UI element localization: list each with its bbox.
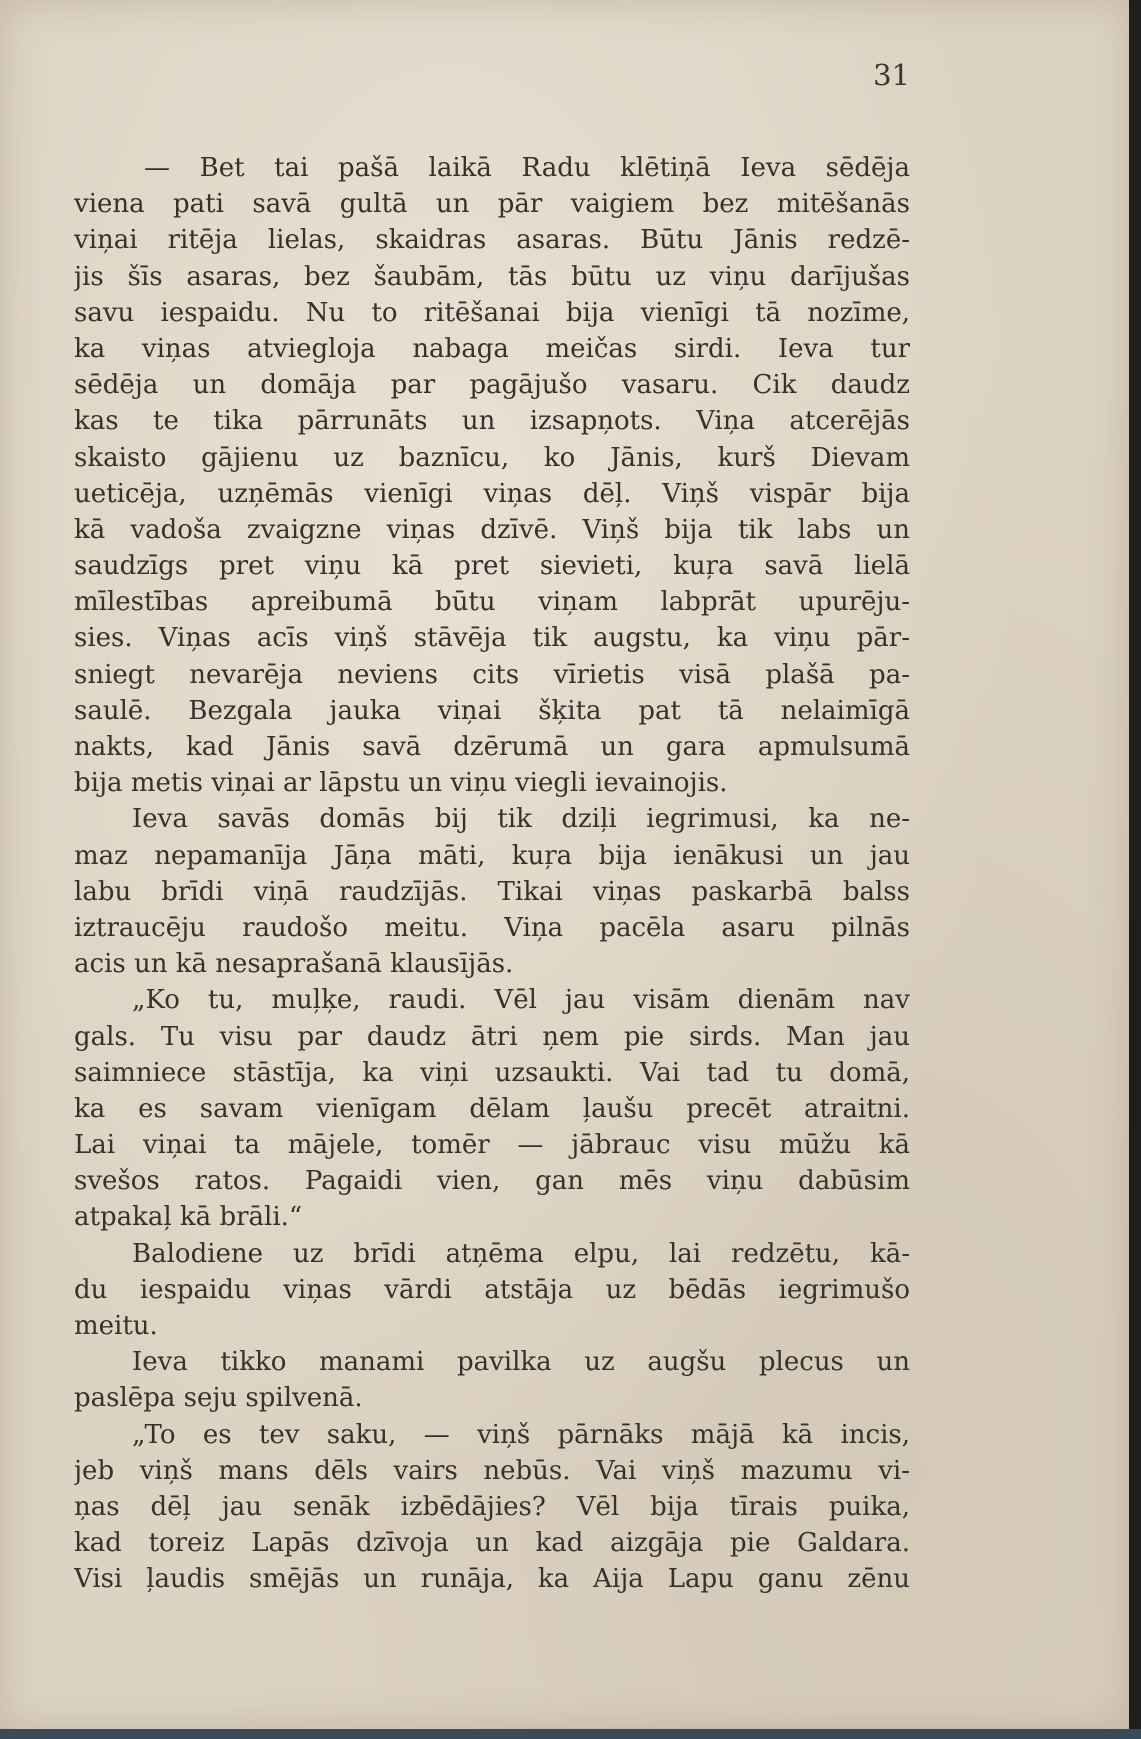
text-line: iztraucēju raudošo meitu. Viņa pacēla asaru pilnās [74,912,910,943]
page-number: 31 [873,58,910,92]
text-line: ueticēja, uzņēmās vienīgi viņas dēļ. Viņš vispār bija [74,478,910,509]
text-line: sēdēja un domāja par pagājušo vasaru. Cik daudz [74,370,910,401]
body-text [74,150,910,1598]
text-line: Visi ļaudis smējās un runāja, ka Aija Lapu ganu zēnu [74,1564,910,1595]
text-line: — Bet tai pašā laikā Radu klētiņā Ieva sēdēja [144,153,910,183]
text-line: kā vadoša zvaigzne viņas dzīvē. Viņš bija tik labs un [74,514,910,545]
text-line: labu brīdi viņā raudzījās. Tikai viņas paskarbā balss [74,876,910,907]
text-line: gals. Tu visu par daudz ātri ņem pie sirds. Man jau [74,1021,910,1052]
text-line: saudzīgs pret viņu kā pret sievieti, kuŗa savā lielā [74,551,910,582]
text-line: viena pati savā gultā un pār vaigiem bez mitēšanās [74,189,910,220]
scan-edge-bottom [0,1729,1141,1739]
text-line: saulē. Bezgala jauka viņai šķita pat tā nelaimīgā [74,695,910,726]
text-line: sies. Viņas acīs viņš stāvēja tik augstu, ka viņu pār- [74,623,910,654]
text-line: Lai viņai ta mājele, tomēr — jābrauc visu mūžu kā [74,1130,910,1161]
scan-edge-right [1129,0,1141,1739]
text-line: Ieva savās domās bij tik dziļi iegrimusi, ka ne- [132,804,910,835]
text-line: nakts, kad Jānis savā dzērumā un gara apmulsumā [74,732,910,762]
text-line: Balodiene uz brīdi atņēma elpu, lai redzētu, kā- [132,1238,910,1269]
text-line: jeb viņš mans dēls vairs nebūs. Vai viņš mazumu vi- [74,1455,910,1486]
text-line: ņas dēļ jau senāk izbēdājies? Vēl bija tīrais puika, [74,1491,910,1522]
text-line: sniegt nevarēja neviens cits vīrietis visā plašā pa- [74,659,910,690]
text-line: svešos ratos. Pagaidi vien, gan mēs viņu dabūsim [74,1166,910,1197]
text-line: acis un kā nesaprašanā klausījās. [74,949,514,980]
text-line: saimniece stāstīja, ka viņi uzsaukti. Vai tad tu domā, [74,1057,910,1088]
text-line: bija metis viņai ar lāpstu un viņu viegli ievainojis. [74,768,728,799]
text-line: atpakaļ kā brāli.“ [74,1202,303,1233]
text-line: kad toreiz Lapās dzīvoja un kad aizgāja pie Galdara. [74,1528,910,1559]
text-line: savu iespaidu. Nu to ritēšanai bija vienīgi tā nozīme, [74,297,910,328]
text-line: „To es tev saku, — viņš pārnāks mājā kā incis, [132,1419,910,1450]
text-line: skaisto gājienu uz baznīcu, ko Jānis, kurš Dievam [74,442,910,473]
text-line: „Ko tu, muļķe, raudi. Vēl jau visām dienām nav [132,985,910,1016]
text-line: paslēpa seju spilvenā. [74,1383,363,1414]
text-line: du iespaidu viņas vārdi atstāja uz bēdās iegrimušo [74,1274,910,1305]
text-line: ka es savam vienīgam dēlam ļaušu precēt atraitni. [74,1093,910,1124]
text-line: meitu. [74,1311,158,1341]
text-line: mīlestības apreibumā būtu viņam labprāt upurēju- [74,587,910,618]
text-line: Ieva tikko manami pavilka uz augšu plecus un [132,1347,910,1378]
text-line: jis šīs asaras, bez šaubām, tās būtu uz viņu darījušas [74,261,910,292]
text-line: ka viņas atviegloja nabaga meičas sirdi. Ieva tur [74,333,910,364]
text-line: viņai ritēja lielas, skaidras asaras. Būtu Jānis redzē- [74,225,910,256]
text-line: kas te tika pārrunāts un izsapņots. Viņa atcerējās [74,406,910,437]
text-line: maz nepamanīja Jāņa māti, kuŗa bija ienākusi un jau [74,840,910,871]
